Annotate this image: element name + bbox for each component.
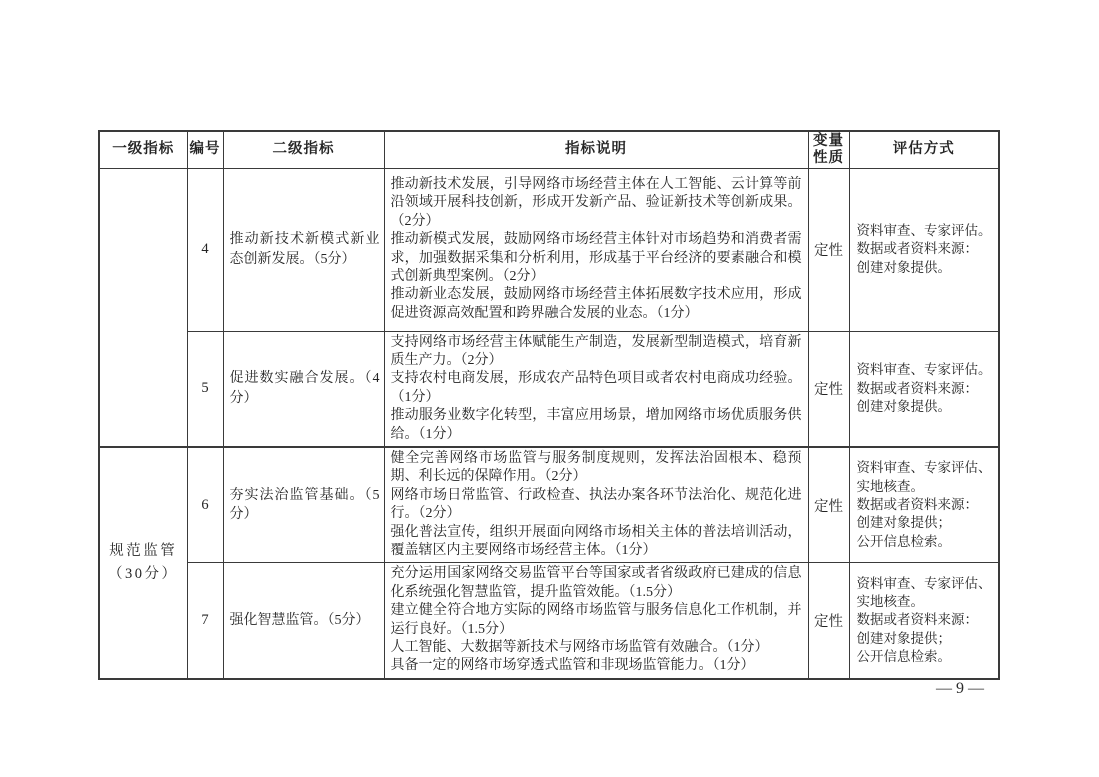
evaluation-line: 数据或者资料来源： — [856, 496, 978, 512]
evaluation-method-cell — [849, 447, 999, 563]
evaluation-line: 公开信息检索。 — [856, 533, 951, 549]
description-paragraph: 推动新模式发展，鼓励网络市场经营主体针对市场趋势和消费者需求，加强数据采集和分析利用，形成基于平台经济的要素融合和模式创新典型案例。（2分） — [390, 232, 802, 284]
variable-nature-cell: 定性 — [808, 331, 849, 447]
table-header-row — [99, 131, 999, 168]
table-row — [99, 331, 999, 447]
row-number-cell: 4 — [187, 168, 223, 331]
header-secondary-indicator: 二级指标 — [223, 131, 384, 168]
primary-indicator-cell — [99, 447, 187, 679]
indicator-description-cell — [384, 331, 808, 447]
evaluation-method-cell — [849, 168, 999, 331]
description-paragraph: 建立健全符合地方实际的网络市场监管与服务信息化工作机制，并运行良好。（1.5分） — [390, 603, 802, 637]
evaluation-line: 创建对象提供； — [856, 630, 951, 646]
description-paragraph: 推动新技术发展，引导网络市场经营主体在人工智能、云计算等前沿领域开展科技创新，形成开发新产品、验证新技术等创新成果。（2分） — [390, 176, 802, 229]
description-paragraph: 健全完善网络市场监管与服务制度规则，发挥法治固根本、稳预期、利长远的保障作用。（2分） — [390, 450, 802, 485]
description-paragraph: 推动服务业数字化转型，丰富应用场景，增加网络市场优质服务供给。（1分） — [390, 408, 802, 442]
header-evaluation-method: 评估方式 — [849, 131, 999, 168]
description-paragraph: 支持网络市场经营主体赋能生产制造，发展新型制造模式，培育新质生产力。（2分） — [390, 334, 802, 368]
evaluation-line: 创建对象提供。 — [856, 398, 951, 414]
header-number: 编号 — [187, 131, 223, 168]
primary-indicator-line: （30分） — [108, 565, 179, 582]
description-paragraph: 网络市场日常监管、行政检查、执法办案各环节法治化、规范化进行。（2分） — [390, 487, 802, 522]
table-row — [99, 563, 999, 679]
evaluation-line: 数据或者资料来源： — [856, 241, 978, 257]
header-variable-nature: 变量性质 — [808, 131, 849, 168]
primary-indicator-line: 规范监管 — [109, 542, 178, 559]
indicator-description-cell — [384, 447, 808, 563]
secondary-indicator-cell: 促进数实融合发展。（4分） — [223, 331, 384, 447]
description-paragraph: 推动新业态发展，鼓励网络市场经营主体拓展数字技术应用，形成促进资源高效配置和跨界融合发展的业态。（1分） — [390, 287, 802, 321]
evaluation-method-cell — [849, 331, 999, 447]
evaluation-line: 资料审查、专家评估、实地核查。 — [856, 575, 992, 609]
row-number-cell: 6 — [187, 447, 223, 563]
description-paragraph: 强化普法宣传，组织开展面向网络市场相关主体的普法培训活动，覆盖辖区内主要网络市场经营主体。（1分） — [390, 524, 802, 558]
evaluation-method-cell — [849, 563, 999, 679]
indicator-table — [98, 130, 1000, 680]
evaluation-line: 数据或者资料来源： — [856, 380, 978, 396]
evaluation-line: 创建对象提供； — [856, 515, 951, 531]
evaluation-line: 资料审查、专家评估。 — [856, 362, 992, 378]
header-indicator-description: 指标说明 — [384, 131, 808, 168]
secondary-indicator-cell: 夯实法治监管基础。（5分） — [223, 447, 384, 563]
description-paragraph: 充分运用国家网络交易监管平台等国家或者省级政府已建成的信息化系统强化智慧监管，提升监管效能。（1.5分） — [390, 566, 802, 600]
variable-nature-cell: 定性 — [808, 563, 849, 679]
variable-nature-cell: 定性 — [808, 447, 849, 563]
description-paragraph: 支持农村电商发展，形成农产品特色项目或者农村电商成功经验。（1分） — [390, 371, 802, 405]
evaluation-line: 资料审查、专家评估、实地核查。 — [856, 460, 992, 494]
indicator-description-cell — [384, 563, 808, 679]
secondary-indicator-cell: 强化智慧监管。（5分） — [223, 563, 384, 679]
evaluation-line: 公开信息检索。 — [856, 649, 951, 665]
evaluation-line: 资料审查、专家评估。 — [856, 222, 992, 238]
variable-nature-cell: 定性 — [808, 168, 849, 331]
indicator-description-cell — [384, 168, 808, 331]
secondary-indicator-cell: 推动新技术新模式新业态创新发展。（5分） — [223, 168, 384, 331]
evaluation-line: 创建对象提供。 — [856, 259, 951, 275]
page-number: — 9 — — [936, 680, 984, 697]
header-primary-indicator: 一级指标 — [99, 131, 187, 168]
description-paragraph: 具备一定的网络市场穿透式监管和非现场监管能力。（1分） — [390, 658, 755, 674]
table-row — [99, 168, 999, 331]
description-paragraph: 人工智能、大数据等新技术与网络市场监管有效融合。（1分） — [390, 640, 769, 655]
primary-indicator-cell — [99, 168, 187, 447]
row-number-cell: 7 — [187, 563, 223, 679]
table-row — [99, 447, 999, 563]
row-number-cell: 5 — [187, 331, 223, 447]
evaluation-line: 数据或者资料来源： — [856, 612, 978, 628]
